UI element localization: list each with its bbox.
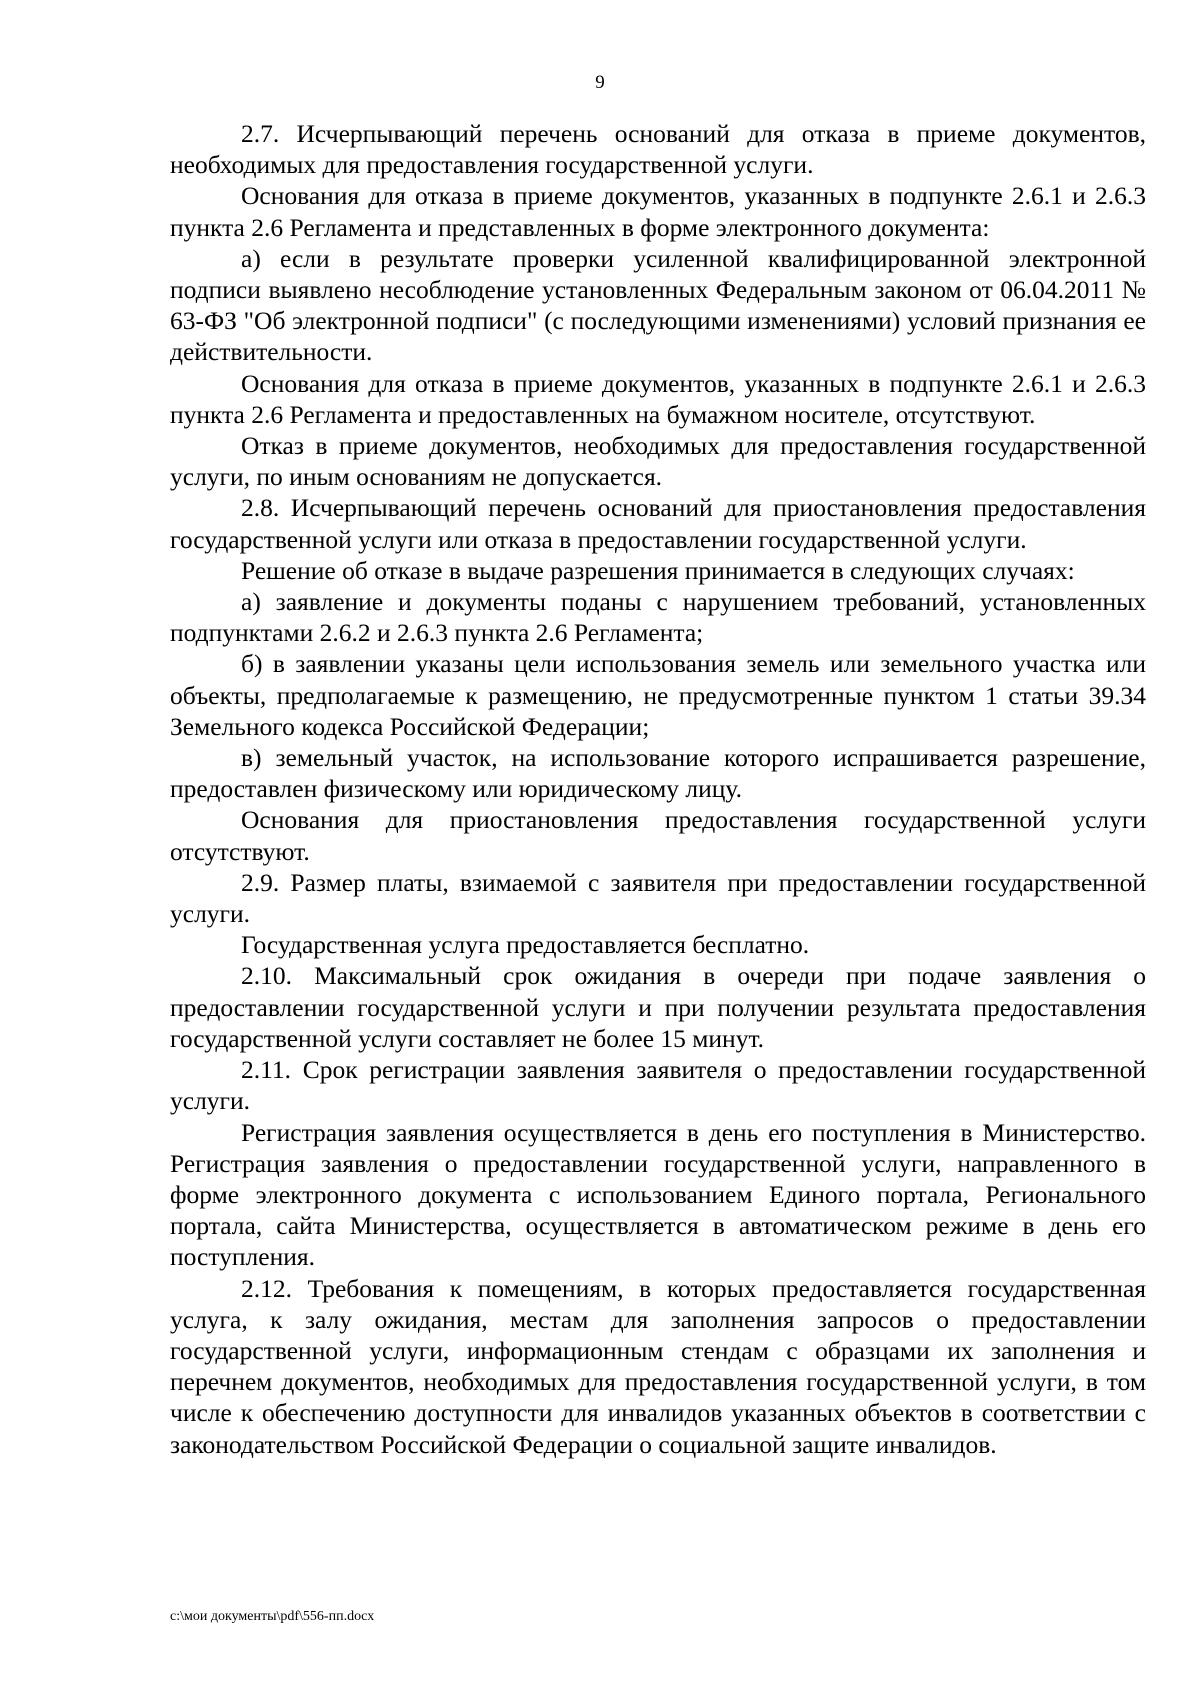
paragraph-2-11-heading: 2.11. Срок регистрации заявления заявителя о предоставлении государственной услуги.	[170, 1055, 1146, 1116]
paragraph: а) если в результате проверки усиленной квалифицированной электронной подписи выявлено несоблюдение установленных Федеральным законом от 06.04.2011 № 63-ФЗ "Об электронной подписи" (с последующими изменениями) условий признания ее действительности.	[170, 243, 1146, 367]
footer-file-path: c:\мои документы\pdf\556-пп.docx	[170, 1609, 375, 1624]
paragraph: Основания для отказа в приеме документов, указанных в подпункте 2.6.1 и 2.6.3 пункта 2.6 Регламента и представленных в форме электронного документа:	[170, 181, 1146, 242]
paragraph: б) в заявлении указаны цели использования земель или земельного участка или объекты, предполагаемые к размещению, не предусмотренные пунктом 1 статьи 39.34 Земельного кодекса Российской Федерации;	[170, 649, 1146, 741]
page-number: 9	[595, 72, 605, 93]
paragraph: Государственная услуга предоставляется бесплатно.	[241, 930, 810, 960]
paragraph-2-7-heading: 2.7. Исчерпывающий перечень оснований для отказа в приеме документов, необходимых для предоставления государственной услуги.	[170, 119, 1146, 180]
document-body	[170, 118, 1146, 1460]
paragraph: Регистрация заявления осуществляется в день его поступления в Министерство. Регистрация заявления о предоставлении государственной услуги, направленного в форме электронного документа с использованием Единого портала, Регионального портала, сайта Министерства, осуществляется в автоматическом режиме в день его поступления.	[170, 1117, 1146, 1272]
paragraph: а) заявление и документы поданы с нарушением требований, установленных подпунктами 2.6.2 и 2.6.3 пункта 2.6 Регламента;	[170, 587, 1146, 648]
paragraph: Решение об отказе в выдаче разрешения принимается в следующих случаях:	[241, 555, 1075, 585]
paragraph: Основания для отказа в приеме документов, указанных в подпункте 2.6.1 и 2.6.3 пункта 2.6 Регламента и предоставленных на бумажном носителе, отсутствуют.	[170, 368, 1146, 429]
paragraph-2-12: 2.12. Требования к помещениям, в которых предоставляется государственная услуга, к залу ожидания, местам для заполнения запросов о предоставлении государственной услуги, информационным стендам с образцами их заполнения и перечнем документов, необходимых для предоставления государственной услуги, в том числе к обеспечению доступности для инвалидов указанных объектов в соответствии с законодательством Российской Федерации о социальной защите инвалидов.	[170, 1273, 1146, 1459]
paragraph: Основания для приостановления предоставления государственной услуги отсутствуют.	[170, 805, 1146, 866]
paragraph: в) земельный участок, на использование которого испрашивается разрешение, предоставлен физическому или юридическому лицу.	[170, 743, 1146, 804]
paragraph-2-8-heading: 2.8. Исчерпывающий перечень оснований для приостановления предоставления государственной услуги или отказа в предоставлении государственной услуги.	[170, 493, 1146, 554]
paragraph-2-10: 2.10. Максимальный срок ожидания в очереди при подаче заявления о предоставлении государственной услуги и при получении результата предоставления государственной услуги составляет не более 15 минут.	[170, 961, 1146, 1053]
paragraph: Отказ в приеме документов, необходимых для предоставления государственной услуги, по иным основаниям не допускается.	[170, 431, 1146, 492]
paragraph-2-9-heading: 2.9. Размер платы, взимаемой с заявителя при предоставлении государственной услуги.	[170, 867, 1146, 929]
